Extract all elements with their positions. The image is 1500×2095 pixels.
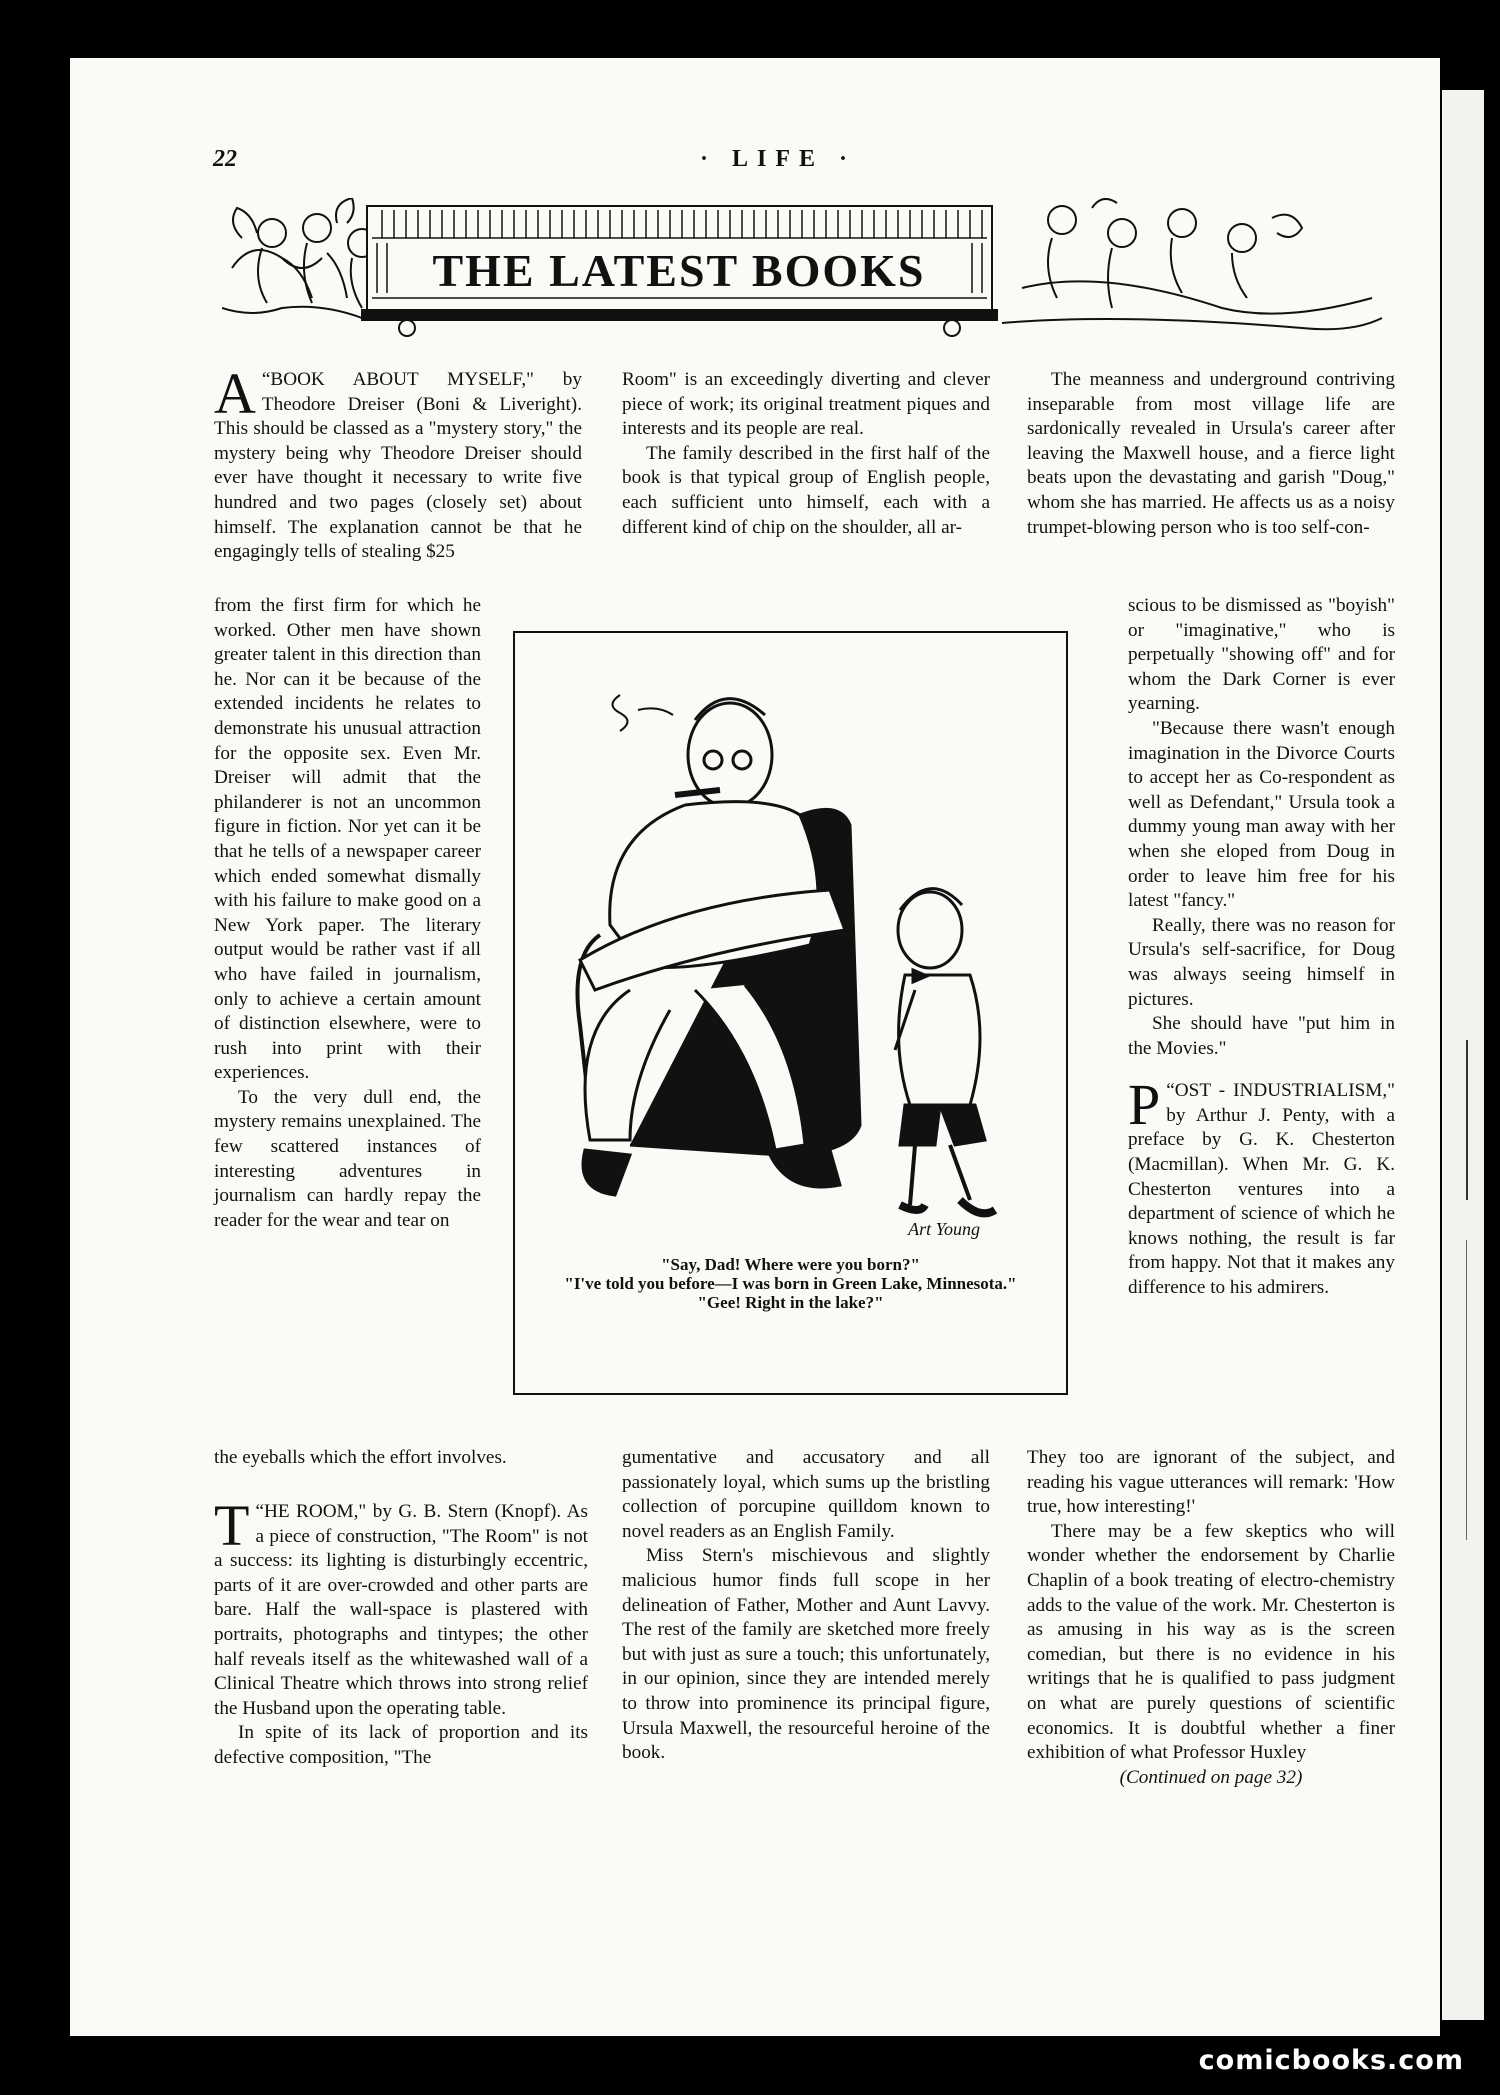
page-number: 22 [213,146,237,172]
column-2 [622,368,990,540]
artist-signature: Art Young [908,1219,980,1239]
article-post-industrialism-intro: “ P OST - INDUSTRIALISM," by Arthur J. Penty, with a preface by G. K. Chesterton (Macmillan). When Mr. G. K. Chesterton ventures into a department of science of which he knows nothing, the result is far from happy. Not that it makes any difference to his admirers. [1128,1072,1395,1299]
article-the-room-humor: Miss Stern's mischievous and slightly malicious humor finds full scope in her delineation of Father, Mother and Aunt Lavvy. The rest of the family are sketched more freely but with just as sure a touch; this unfortunately, in our opinion, since they are intended merely to throw into prominence its principal figure, Ursula Maxwell, the resourceful heroine of the book. [622,1545,990,1764]
article-the-room-movies: She should have "put him in the Movies." [1128,1013,1395,1059]
column-3 [1027,368,1395,540]
article-the-room-cont-2: gumentative and accusatory and all passionately loyal, which sums up the bristling collection of porcupine quilldom known to novel readers as an English Family. [622,1447,990,1542]
article-the-room-because: "Because there wasn't enough imagination in the Divorce Courts to accept her as Co-respondent as well as Defendant," Ursula took a dummy young man away with her when she eloped from Doug in order to leave him free for his latest "fancy." [1128,717,1395,912]
watermark: comicbooks.com [1198,2045,1464,2076]
article-post-industrialism-cont: They too are ignorant of the subject, and reading his vague utterances will remark: 'How true, how interesting!' [1027,1447,1395,1518]
adjacent-page-edge [1442,90,1484,2020]
column-1-narrow [214,594,481,1233]
article-the-room-intro: “ T HE ROOM," by G. B. Stern (Knopf). As a piece of construction, "The Room" is not a success: its lighting is disturbingly eccentric, parts of it are over-crowded and other parts are bare. Half the wall-space is plastered with portraits, photographs and tintypes; the other half reveals itself as the whitewashed wall of a Clinical Theatre which throws into strong relief the Husband upon the operating table. [214,1493,588,1719]
magazine-title: · LIFE · [700,146,857,172]
cherubs-left-illustration [222,198,385,318]
latest-books-banner [222,198,1392,338]
drop-cap-p: P [1128,1072,1161,1138]
caption-line-3: "Gee! Right in the lake?" [697,1293,884,1312]
column-1-lower [214,1493,588,1771]
cartoon-illustration [520,660,1060,1240]
column-1 [214,361,582,565]
cartoon-caption [538,1255,1043,1312]
article-the-room-para-2: In spite of its lack of proportion and its defective composition, "The [214,1722,588,1768]
caption-line-2: "I've told you before—I was born in Green Lake, Minnesota." [564,1274,1017,1293]
continued-note: (Continued on page 32) [1119,1766,1303,1788]
article-the-room-ursula: The meanness and underground contriving inseparable from most village life are sardonically revealed in Ursula's career after leaving the Maxwell house, and a fierce light beats upon the devastating and garish "Doug," whom she has married. He affects us as a noisy trumpet-blowing person who is too self-con- [1027,369,1395,538]
column-3-lower [1027,1446,1395,1790]
article-dreiser-end: the eyeballs which the effort involves. [214,1447,507,1468]
column-3-narrow [1128,594,1395,1301]
column-1-wide [214,1446,614,1471]
article-post-industrialism-skeptics: There may be a few skeptics who will wonder whether the endorsement by Charlie Chaplin of a book treating of electro-chemistry adds to the value of the work. Mr. Chesterton is as amusing in his way as is the screen comedian, but there is no evidence in his writings that he is qualified to pass judgment on what are purely questions of scientific economics. It is doubtful whether a finer exhibition of what Professor Huxley [1027,1520,1395,1764]
article-dreiser-intro: “ A BOOK ABOUT MYSELF," by Theodore Dreiser (Boni & Liveright). This should be classed as a "mystery story," the mystery being why Theodore Dreiser should ever have thought it necessary to write five hundred and two pages (closely set) about himself. The explanation cannot be that he engagingly tells of stealing $25 [214,361,582,563]
cherubs-right-illustration [1002,199,1382,329]
article-the-room-doug: scious to be dismissed as "boyish" or "imaginative," who is perpetually "showing off" and for whom the Dark Corner is ever yearning. [1128,595,1395,715]
banner-title: THE LATEST BOOKS [432,245,926,296]
article-the-room-family: The family described in the first half of the book is that typical group of English people, each sufficient unto himself, each with a different kind of chip on the shoulder, all ar- [622,442,990,538]
drop-cap-a: A [214,361,256,426]
caption-line-1: "Say, Dad! Where were you born?" [661,1255,920,1274]
article-the-room-cont: Room" is an exceedingly diverting and clever piece of work; its original treatment piques and interests and its people are real. [622,369,990,440]
column-2-lower [622,1446,990,1766]
article-the-room-really: Really, there was no reason for Ursula's self-sacrifice, for Doug was always seeing himself in pictures. [1128,914,1395,1010]
drop-cap-t: T [214,1493,250,1558]
article-dreiser-body: from the first firm for which he worked. Other men have shown greater talent in this direction than he. Nor can it be because of the extended incidents he relates to demonstrate his unusual attraction for the opposite sex. Even Mr. Dreiser will admit that the philanderer is not an uncommon figure in fiction. Nor yet can it be that he tells of a newspaper career which ended somewhat dismally with his failure to make good on a New York paper. The literary output would be rather vast if all who have failed in journalism, only to achieve a certain amount of distinction elsewhere, were to rush into print with their experiences. [214,595,481,1084]
article-dreiser-para-2: To the very dull end, the mystery remains unexplained. The few scattered instances of interesting adventures in journalism can hardly repay the reader for the wear and tear on [214,1086,481,1231]
